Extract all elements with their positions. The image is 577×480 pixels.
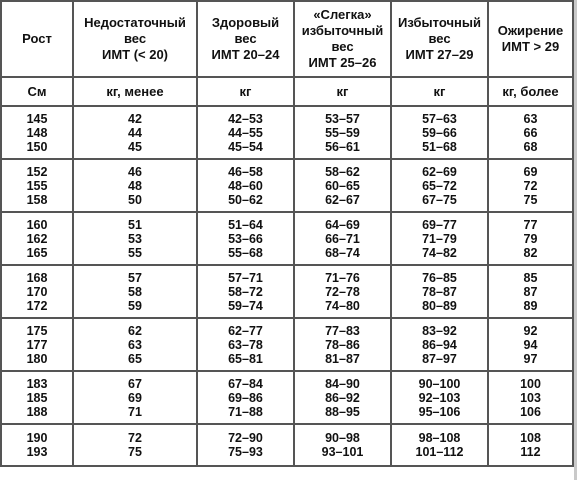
cell-value: 87 — [523, 284, 538, 299]
cell-value: 193 — [26, 445, 48, 459]
cell-value: 112 — [520, 445, 541, 459]
height-cell — [2, 372, 74, 425]
cell-value: 55 — [128, 245, 142, 260]
cell-value: 42 — [128, 111, 142, 126]
cell-value: 62–67 — [325, 192, 360, 207]
cell-value: 190 — [26, 431, 48, 445]
table-row — [2, 160, 574, 213]
cell-value: 46–58 — [228, 164, 263, 179]
cell-value: 170 — [26, 284, 48, 299]
cell-value: 72–90 — [228, 431, 263, 445]
cell-value: 150 — [26, 139, 48, 154]
obesity-cell — [489, 160, 574, 213]
cell-value: 160 — [26, 217, 48, 232]
obesity-cell — [489, 425, 574, 467]
cell-value: 152 — [26, 164, 48, 179]
height-cell — [2, 160, 74, 213]
cell-value: 82 — [523, 245, 538, 260]
cell-value: 59–74 — [228, 298, 263, 313]
cell-value: 68–74 — [325, 245, 360, 260]
cell-value: 59–66 — [422, 125, 457, 140]
cell-value: 74–80 — [325, 298, 360, 313]
header-obesity: Ожирение ИМТ > 29 — [489, 2, 574, 78]
healthy-cell — [198, 160, 295, 213]
cell-value: 87–97 — [422, 351, 457, 366]
cell-value: 92 — [523, 323, 538, 338]
table-row — [2, 213, 574, 266]
cell-value: 58–72 — [228, 284, 263, 299]
cell-value: 85 — [523, 270, 538, 285]
cell-value: 72 — [523, 178, 538, 193]
cell-value: 95–106 — [418, 404, 461, 419]
healthy-cell — [198, 213, 295, 266]
slightly-over-cell — [295, 266, 392, 319]
cell-value: 79 — [523, 231, 538, 246]
table-body — [2, 107, 574, 467]
cell-value: 50 — [128, 192, 142, 207]
cell-value: 56–61 — [325, 139, 360, 154]
slightly-over-cell — [295, 425, 392, 467]
healthy-cell — [198, 425, 295, 467]
table-row — [2, 372, 574, 425]
cell-value: 50–62 — [228, 192, 263, 207]
header-overweight: Избыточный вес ИМТ 27–29 — [392, 2, 489, 78]
slightly-over-cell — [295, 160, 392, 213]
unit-obesity: кг, более — [489, 78, 574, 107]
cell-value: 68 — [523, 139, 538, 154]
header-row — [2, 2, 574, 78]
cell-value: 67–75 — [422, 192, 457, 207]
healthy-cell — [198, 107, 295, 160]
cell-value: 67–84 — [228, 376, 263, 391]
cell-value: 145 — [26, 111, 48, 126]
cell-value: 62 — [128, 323, 142, 338]
cell-value: 175 — [26, 323, 48, 338]
cell-value: 86–94 — [422, 337, 457, 352]
cell-value: 67 — [128, 376, 142, 391]
cell-value: 55–68 — [228, 245, 263, 260]
underweight-cell — [74, 319, 198, 372]
cell-value: 71–79 — [422, 231, 457, 246]
height-cell — [2, 425, 74, 467]
cell-value: 71–88 — [228, 404, 263, 419]
cell-value: 84–90 — [325, 376, 360, 391]
cell-value: 86–92 — [325, 390, 360, 405]
units-row — [2, 78, 574, 107]
cell-value: 80–89 — [422, 298, 457, 313]
cell-value: 69 — [523, 164, 538, 179]
cell-value: 92–103 — [418, 390, 461, 405]
cell-value: 90–98 — [325, 431, 360, 445]
cell-value: 75 — [523, 192, 538, 207]
overweight-cell — [392, 425, 489, 467]
cell-value: 72–78 — [325, 284, 360, 299]
cell-value: 58 — [128, 284, 142, 299]
healthy-cell — [198, 372, 295, 425]
obesity-cell — [489, 107, 574, 160]
cell-value: 74–82 — [422, 245, 457, 260]
cell-value: 62–69 — [422, 164, 457, 179]
cell-value: 162 — [26, 231, 48, 246]
cell-value: 168 — [26, 270, 48, 285]
cell-value: 46 — [128, 164, 142, 179]
height-cell — [2, 107, 74, 160]
cell-value: 88–95 — [325, 404, 360, 419]
underweight-cell — [74, 266, 198, 319]
cell-value: 57–63 — [422, 111, 457, 126]
header-underweight: Недостаточный вес ИМТ (< 20) — [74, 2, 198, 78]
underweight-cell — [74, 107, 198, 160]
cell-value: 45–54 — [228, 139, 263, 154]
cell-value: 51–64 — [228, 217, 263, 232]
height-cell — [2, 319, 74, 372]
cell-value: 63 — [523, 111, 538, 126]
table-row — [2, 107, 574, 160]
cell-value: 103 — [520, 390, 541, 405]
cell-value: 183 — [26, 376, 48, 391]
cell-value: 57 — [128, 270, 142, 285]
underweight-cell — [74, 213, 198, 266]
cell-value: 65–81 — [228, 351, 263, 366]
cell-value: 101–112 — [415, 445, 464, 459]
cell-value: 158 — [26, 192, 48, 207]
cell-value: 78–87 — [422, 284, 457, 299]
cell-value: 55–59 — [325, 125, 360, 140]
unit-overweight: кг — [392, 78, 489, 107]
cell-value: 97 — [523, 351, 538, 366]
cell-value: 65 — [128, 351, 142, 366]
cell-value: 90–100 — [418, 376, 461, 391]
underweight-cell — [74, 160, 198, 213]
cell-value: 66 — [523, 125, 538, 140]
cell-value: 94 — [523, 337, 538, 352]
cell-value: 75–93 — [228, 445, 263, 459]
cell-value: 81–87 — [325, 351, 360, 366]
cell-value: 69 — [128, 390, 142, 405]
cell-value: 89 — [523, 298, 538, 313]
unit-underweight: кг, менее — [74, 78, 198, 107]
cell-value: 57–71 — [228, 270, 263, 285]
healthy-cell — [198, 319, 295, 372]
slightly-over-cell — [295, 107, 392, 160]
cell-value: 98–108 — [418, 431, 461, 445]
cell-value: 188 — [26, 404, 48, 419]
slightly-over-cell — [295, 372, 392, 425]
cell-value: 165 — [26, 245, 48, 260]
cell-value: 75 — [128, 445, 142, 459]
overweight-cell — [392, 372, 489, 425]
cell-value: 148 — [26, 125, 48, 140]
underweight-cell — [74, 372, 198, 425]
cell-value: 59 — [128, 298, 142, 313]
cell-value: 71 — [128, 404, 142, 419]
height-cell — [2, 266, 74, 319]
cell-value: 48–60 — [228, 178, 263, 193]
cell-value: 77 — [523, 217, 538, 232]
cell-value: 42–53 — [228, 111, 263, 126]
cell-value: 48 — [128, 178, 142, 193]
cell-value: 69–86 — [228, 390, 263, 405]
cell-value: 172 — [26, 298, 48, 313]
cell-value: 93–101 — [321, 445, 364, 459]
cell-value: 53–66 — [228, 231, 263, 246]
cell-value: 65–72 — [422, 178, 457, 193]
unit-slightly-over: кг — [295, 78, 392, 107]
slightly-over-cell — [295, 213, 392, 266]
table-row — [2, 319, 574, 372]
cell-value: 155 — [26, 178, 48, 193]
cell-value: 66–71 — [325, 231, 360, 246]
cell-value: 69–77 — [422, 217, 457, 232]
cell-value: 100 — [520, 376, 541, 391]
cell-value: 60–65 — [325, 178, 360, 193]
overweight-cell — [392, 319, 489, 372]
healthy-cell — [198, 266, 295, 319]
cell-value: 78–86 — [325, 337, 360, 352]
cell-value: 72 — [128, 431, 142, 445]
overweight-cell — [392, 213, 489, 266]
obesity-cell — [489, 319, 574, 372]
cell-value: 71–76 — [325, 270, 360, 285]
cell-value: 63–78 — [228, 337, 263, 352]
unit-height: См — [2, 78, 74, 107]
cell-value: 53 — [128, 231, 142, 246]
cell-value: 44–55 — [228, 125, 263, 140]
cell-value: 44 — [128, 125, 142, 140]
overweight-cell — [392, 160, 489, 213]
cell-value: 185 — [26, 390, 48, 405]
cell-value: 177 — [26, 337, 48, 352]
cell-value: 53–57 — [325, 111, 360, 126]
cell-value: 83–92 — [422, 323, 457, 338]
table-row — [2, 266, 574, 319]
obesity-cell — [489, 213, 574, 266]
header-height: Рост — [2, 2, 74, 78]
cell-value: 51 — [128, 217, 142, 232]
overweight-cell — [392, 107, 489, 160]
obesity-cell — [489, 266, 574, 319]
cell-value: 45 — [128, 139, 142, 154]
cell-value: 77–83 — [325, 323, 360, 338]
cell-value: 180 — [26, 351, 48, 366]
slightly-over-cell — [295, 319, 392, 372]
cell-value: 51–68 — [422, 139, 457, 154]
obesity-cell — [489, 372, 574, 425]
header-slightly-over: «Слегка» избыточный вес ИМТ 25–26 — [295, 2, 392, 78]
header-healthy: Здоровый вес ИМТ 20–24 — [198, 2, 295, 78]
height-cell — [2, 213, 74, 266]
cell-value: 76–85 — [422, 270, 457, 285]
cell-value: 62–77 — [228, 323, 263, 338]
cell-value: 106 — [520, 404, 541, 419]
cell-value: 58–62 — [325, 164, 360, 179]
cell-value: 108 — [520, 431, 541, 445]
table-row — [2, 425, 574, 467]
underweight-cell — [74, 425, 198, 467]
cell-value: 64–69 — [325, 217, 360, 232]
cell-value: 63 — [128, 337, 142, 352]
unit-healthy: кг — [198, 78, 295, 107]
overweight-cell — [392, 266, 489, 319]
